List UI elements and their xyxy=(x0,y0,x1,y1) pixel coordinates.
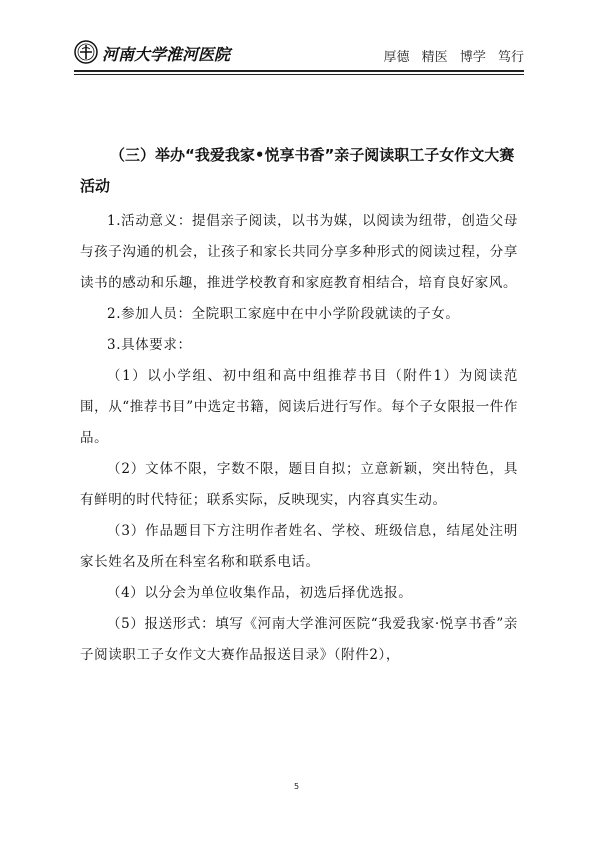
hospital-emblem-icon xyxy=(74,40,98,64)
motto-word: 笃行 xyxy=(497,50,524,65)
page-header xyxy=(74,38,524,72)
section-heading: （三）举办“我爱我家•悦享书香”亲子阅读职工子女作文大赛活动 xyxy=(80,146,515,195)
paragraph: （1）以小学组、初中组和高中组推荐书目（附件1）为阅读范围，从“推荐书目”中选定书籍，阅读后进行写作。每个子女限报一件作品。 xyxy=(80,368,519,446)
paragraph: 1.活动意义：提倡亲子阅读，以书为媒，以阅读为纽带，创造父母与孩子沟通的机会，让孩子和家长共同分享多种形式的阅读过程，分享读书的感动和乐趣，推进学校教育和家庭教育相结合，培育良好家风。 xyxy=(80,213,518,291)
paragraph: （3）作品题目下方注明作者姓名、学校、班级信息，结尾处注明家长姓名及所在科室名称和联系电话。 xyxy=(80,523,518,570)
document-body xyxy=(80,140,518,671)
motto-word: 博学 xyxy=(459,50,486,65)
hospital-name-logo: 河南大学淮河医院 xyxy=(102,45,231,64)
page-number: 5 xyxy=(293,782,300,791)
paragraph: （4）以分会为单位收集作品，初选后择优选报。 xyxy=(107,585,413,601)
header-divider-thin xyxy=(74,74,524,75)
paragraph: （2）文体不限，字数不限，题目自拟；立意新颖，突出特色，具有鲜明的时代特征；联系实际，反映现实，内容真实生动。 xyxy=(80,461,518,508)
paragraph: （5）报送形式：填写《河南大学淮河医院“我爱我家·悦享书香”亲子阅读职工子女作文大赛作品报送目录》（附件2）， xyxy=(80,616,518,663)
header-divider-thick xyxy=(74,70,524,72)
hospital-motto xyxy=(376,46,524,65)
motto-word: 厚德 xyxy=(383,50,410,65)
motto-word: 精医 xyxy=(421,50,448,65)
paragraph: 3.具体要求： xyxy=(107,337,192,353)
paragraph: 2.参加人员：全院职工家庭中在中小学阶段就读的子女。 xyxy=(107,306,460,322)
